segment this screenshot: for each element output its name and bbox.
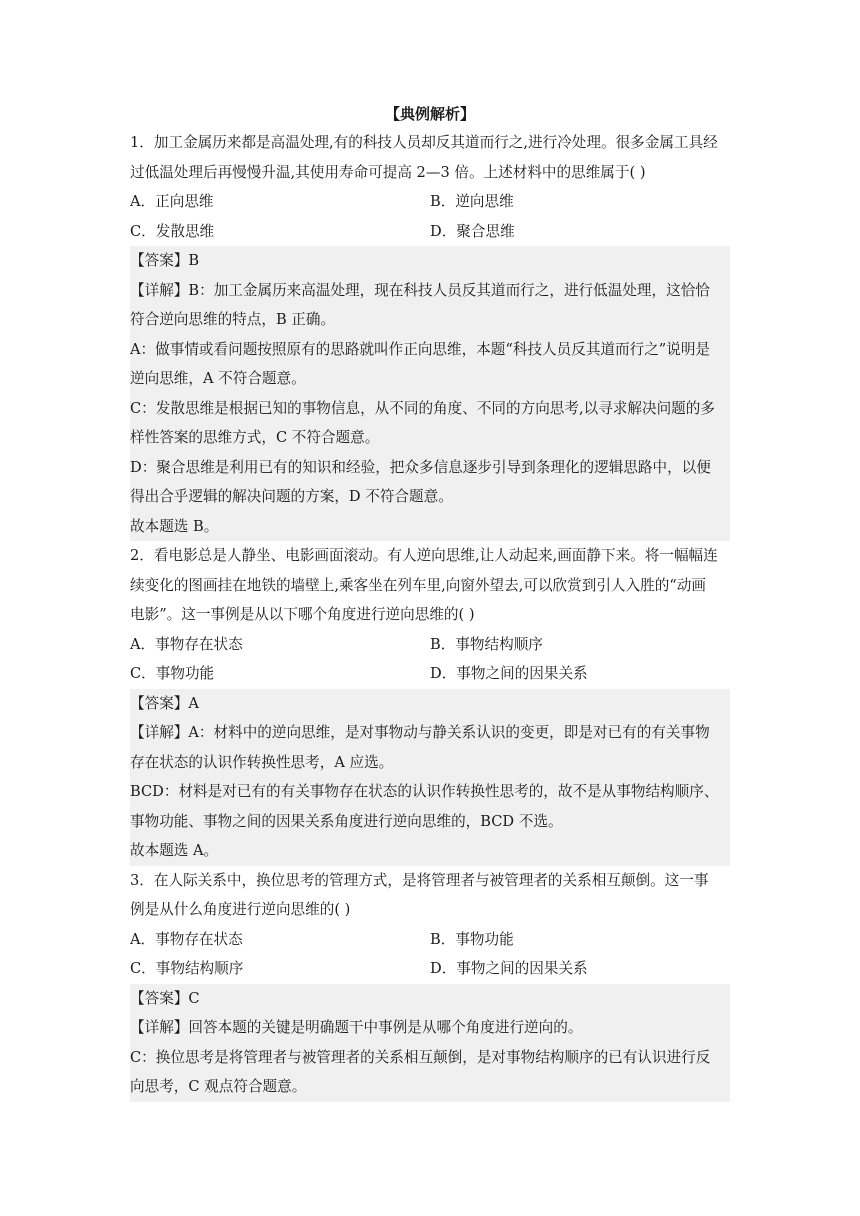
analysis-line: 符合逆向思维的特点，B 正确。 xyxy=(130,311,336,328)
options-row xyxy=(130,925,730,955)
analysis-line: C：换位思考是将管理者与被管理者的关系相互颠倒，是对事物结构顺序的已有认识进行反 xyxy=(130,1048,711,1066)
question-3 xyxy=(130,866,730,1102)
option-a: A．事物存在状态 xyxy=(130,930,243,948)
conclusion-line: 故本题选 B。 xyxy=(130,517,219,535)
option-a: A．事物存在状态 xyxy=(130,635,243,653)
option-c: C．事物功能 xyxy=(130,665,215,682)
question-stem-line: 过低温处理后再慢慢升温,其使用寿命可提高 2—3 倍。上述材料中的思维属于( ) xyxy=(130,163,646,181)
question-stem-line: 2．看电影总是人静坐、电影画面滚动。有人逆向思维,让人动起来,画面静下来。将一幅幅连 xyxy=(130,547,718,564)
options-row xyxy=(130,187,730,217)
analysis-line: BCD：材料是对已有的有关事物存在状态的认识作转换性思考的，故不是从事物结构顺序、 xyxy=(130,783,719,800)
analysis-line: 得出合乎逻辑的解决问题的方案，D 不符合题意。 xyxy=(130,488,453,505)
question-stem-line: 1．加工金属历来都是高温处理,有的科技人员却反其道而行之,进行冷处理。很多金属工具经 xyxy=(130,134,718,151)
question-2 xyxy=(130,541,730,866)
analysis-line: 【详解】回答本题的关键是明确题干中事例是从哪个角度进行逆向的。 xyxy=(130,1019,583,1036)
analysis-line: 逆向思维，A 不符合题意。 xyxy=(130,370,306,387)
analysis-line: 样性答案的思维方式，C 不符合题意。 xyxy=(130,429,380,446)
options-row xyxy=(130,659,730,689)
options-row xyxy=(130,954,730,984)
answer-line: 【答案】B xyxy=(130,252,200,269)
analysis-line: 存在状态的认识作转换性思考，A 应选。 xyxy=(130,753,394,771)
document-page xyxy=(130,100,730,1102)
question-stem-line: 电影”。这一事例是从以下哪个角度进行逆向思维的( ) xyxy=(130,606,475,623)
option-b: B．逆向思维 xyxy=(430,193,514,210)
analysis-block xyxy=(130,689,730,866)
analysis-line: 事物功能、事物之间的因果关系角度进行逆向思维的，BCD 不选。 xyxy=(130,812,563,830)
options-row xyxy=(130,217,730,247)
analysis-block xyxy=(130,246,730,541)
question-stem-line: 3．在人际关系中，换位思考的管理方式，是将管理者与被管理者的关系相互颠倒。这一事 xyxy=(130,871,709,889)
option-c: C．发散思维 xyxy=(130,222,215,240)
option-d: D．事物之间的因果关系 xyxy=(430,960,588,977)
analysis-line: 向思考，C 观点符合题意。 xyxy=(130,1078,307,1095)
conclusion-line: 故本题选 A。 xyxy=(130,842,219,859)
options-row xyxy=(130,630,730,660)
analysis-block xyxy=(130,984,730,1102)
analysis-line: 【详解】A：材料中的逆向思维，是对事物动与静关系认识的变更，即是对已有的有关事物 xyxy=(130,724,710,741)
question-stem-line: 续变化的图画挂在地铁的墙壁上,乘客坐在列车里,向窗外望去,可以欣赏到引人入胜的“动画 xyxy=(130,576,706,594)
option-d: D．事物之间的因果关系 xyxy=(430,665,588,682)
question-1 xyxy=(130,128,730,541)
option-b: B．事物功能 xyxy=(430,930,514,948)
section-title: 【典例解析】 xyxy=(384,105,475,123)
analysis-line: 【详解】B：加工金属历来高温处理，现在科技人员反其道而行之，进行低温处理，这恰恰 xyxy=(130,281,710,299)
answer-line: 【答案】A xyxy=(130,694,199,712)
option-c: C．事物结构顺序 xyxy=(130,960,244,977)
option-a: A．正向思维 xyxy=(130,193,214,210)
option-b: B．事物结构顺序 xyxy=(430,635,543,653)
answer-line: 【答案】C xyxy=(130,989,200,1007)
analysis-line: C：发散思维是根据已知的事物信息，从不同的角度、不同的方向思考,以寻求解决问题的多 xyxy=(130,399,715,417)
question-stem-line: 例是从什么角度进行逆向思维的( ) xyxy=(130,901,351,918)
option-d: D．聚合思维 xyxy=(430,222,515,240)
analysis-line: A：做事情或看问题按照原有的思路就叫作正向思维，本题“科技人员反其道而行之”说明是 xyxy=(130,340,711,358)
analysis-line: D：聚合思维是利用已有的知识和经验，把众多信息逐步引导到条理化的逻辑思路中，以便 xyxy=(130,458,711,476)
